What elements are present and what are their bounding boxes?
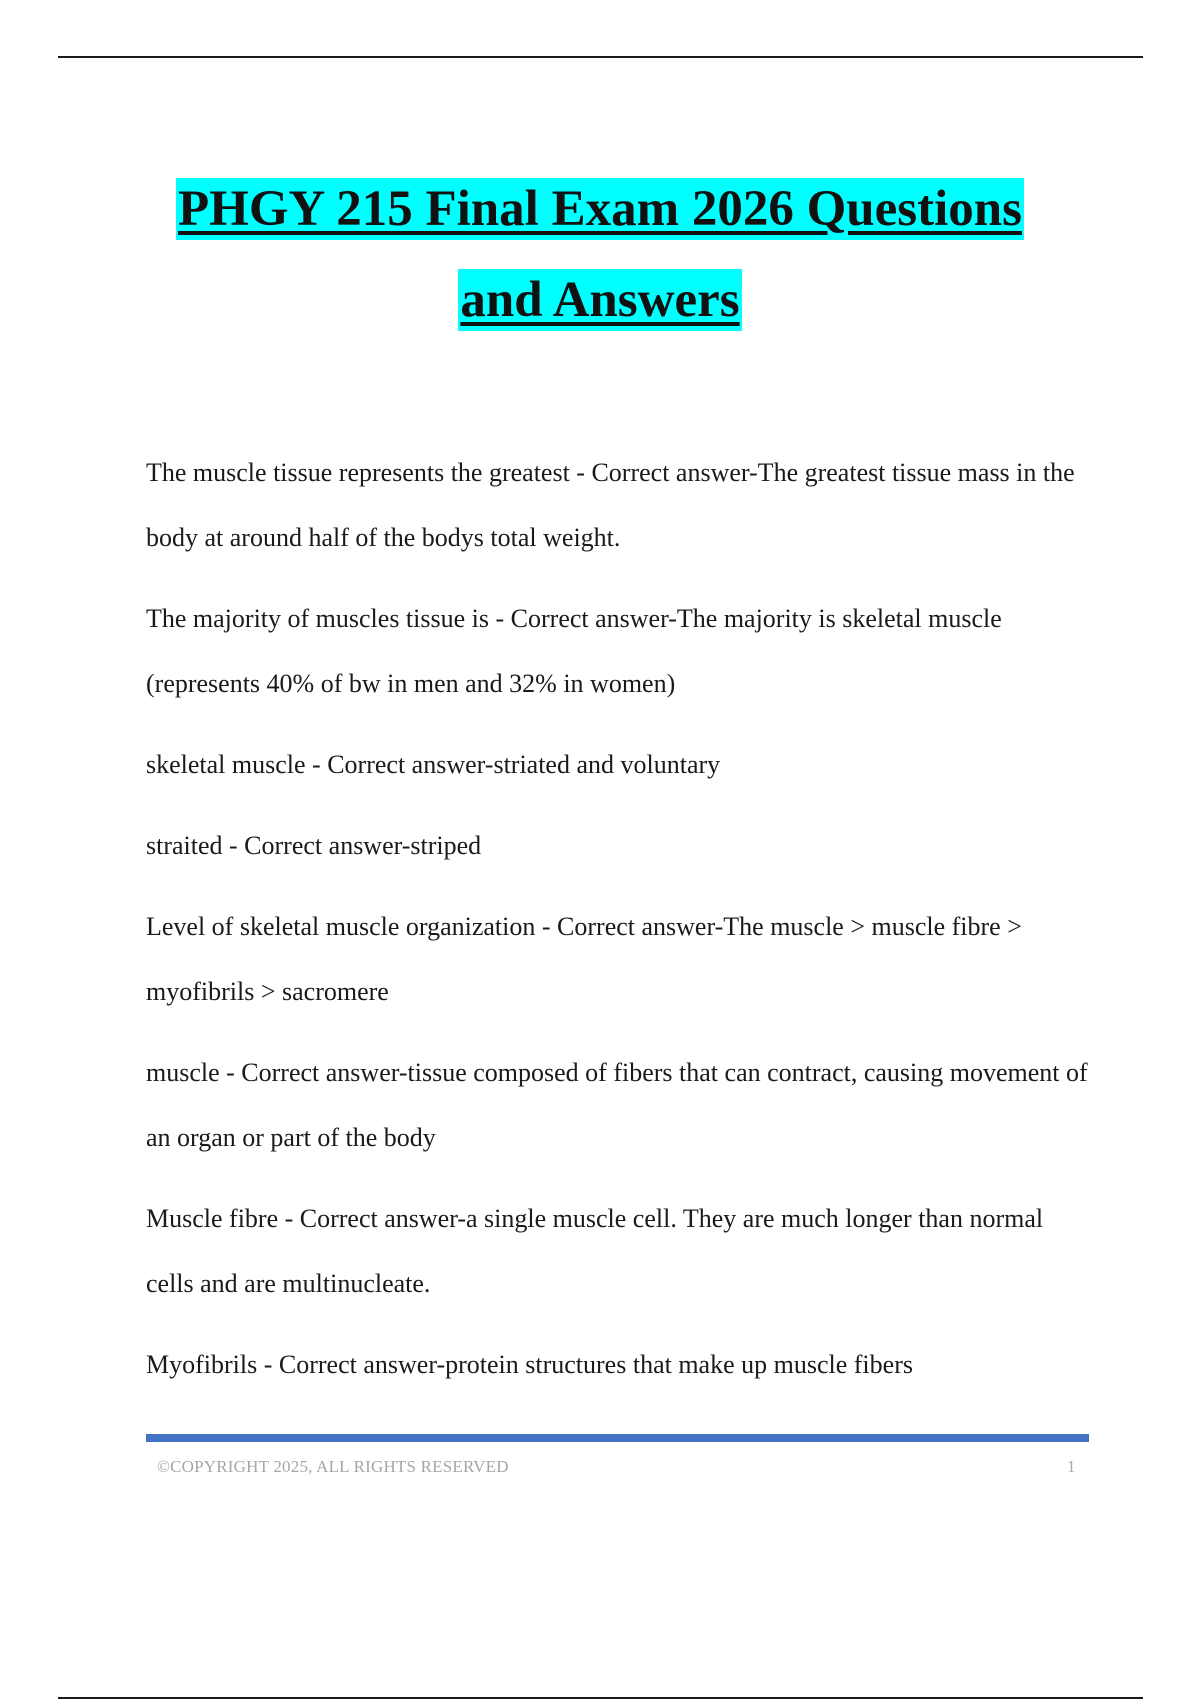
title-line-2: and Answers bbox=[458, 269, 741, 331]
qa-item: Level of skeletal muscle organization - Correct answer-The muscle > muscle fibre > myofibrils > sacromere bbox=[146, 912, 1022, 1006]
qa-item: skeletal muscle - Correct answer-striated and voluntary bbox=[146, 750, 721, 779]
footer-bar bbox=[146, 1434, 1089, 1442]
qa-item: muscle - Correct answer-tissue composed of fibers that can contract, causing movement of an organ or part of the body bbox=[146, 1058, 1088, 1152]
document-title bbox=[0, 175, 1200, 357]
qa-item: The muscle tissue represents the greatest - Correct answer-The greatest tissue mass in the body at around half of the bodys total weight. bbox=[146, 458, 1075, 552]
footer-copyright: ©COPYRIGHT 2025, ALL RIGHTS RESERVED bbox=[157, 1457, 509, 1476]
title-line-2-wrap bbox=[0, 266, 1200, 357]
qa-item: The majority of muscles tissue is - Correct answer-The majority is skeletal muscle (represents 40% of bw in men and 32% in women) bbox=[146, 604, 1002, 698]
qa-item: straited - Correct answer-striped bbox=[146, 831, 482, 860]
qa-item: Myofibrils - Correct answer-protein structures that make up muscle fibers bbox=[146, 1350, 913, 1379]
bottom-rule bbox=[58, 1697, 1143, 1699]
title-line-1: PHGY 215 Final Exam 2026 Questions bbox=[176, 178, 1024, 240]
qa-item: Muscle fibre - Correct answer-a single muscle cell. They are much longer than normal cells and are multinucleate. bbox=[146, 1204, 1044, 1298]
footer-page-number: 1 bbox=[1067, 1457, 1076, 1476]
top-rule bbox=[58, 56, 1143, 58]
title-line-1-wrap bbox=[0, 175, 1200, 266]
qa-list bbox=[146, 440, 1096, 1413]
